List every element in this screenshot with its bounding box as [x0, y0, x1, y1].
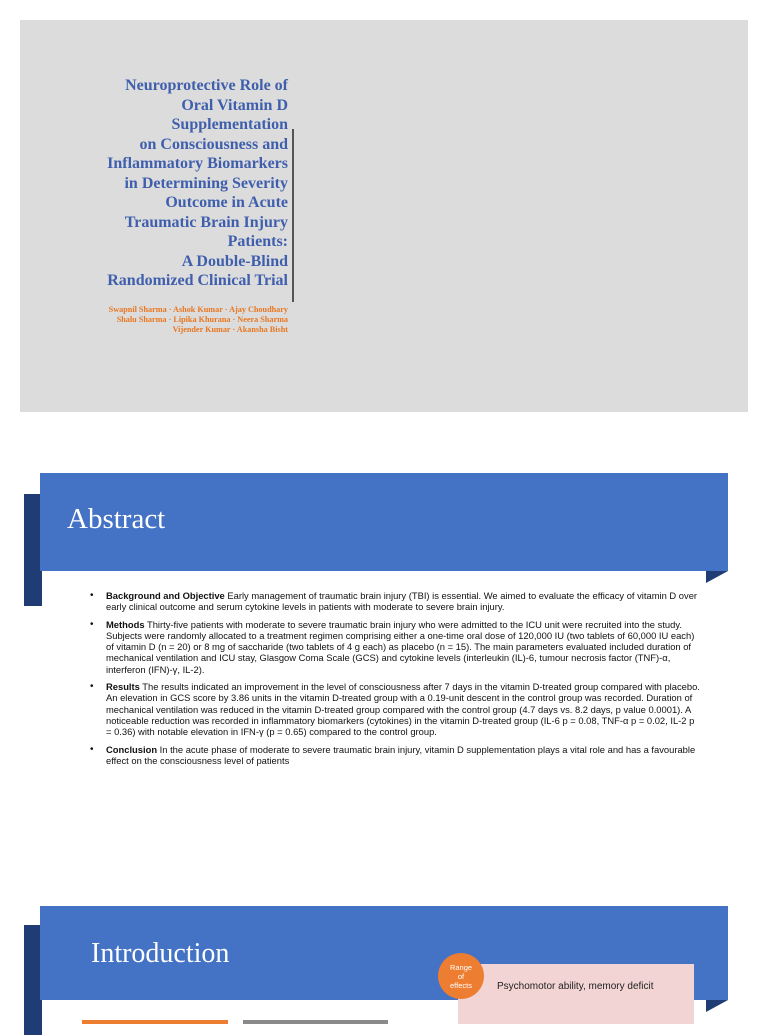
- title-line: Traumatic Brain Injury: [124, 213, 288, 231]
- abstract-heading: Abstract: [67, 503, 166, 535]
- bullet-text: Thirty-five patients with moderate to severe traumatic brain injury who were admitted to the ICU unit were recruited into the study. Subjects were randomly allocated to a treatment regimen comprising either a one-time oral dose of 120,000 IU (two tablets of 60,000 IU each) of vitamin D (n = 20) or 8 mg of saccharide (two tablets of 4 g each) as placebo (n = 15). The main parameters evaluated included duration of mechanical ventilation and ICU stay, Glasgow Coma Scale (GCS) and cytokine levels (interleukin (IL)-6, tumour necrosis factor (TNF)-α, interferon (IFN)-γ, IL-2).: [106, 618, 695, 675]
- author-line: Shalu Sharma · Lipika Khurana · Neera Sharma: [116, 314, 288, 324]
- title-line: Randomized Clinical Trial: [107, 272, 288, 289]
- bullet-label: Background and Objective: [106, 590, 225, 601]
- title-line: Oral Vitamin D: [181, 96, 288, 114]
- intro-ribbon-fold: [706, 1000, 728, 1012]
- bullet-text: The results indicated an improvement in the level of consciousness after 7 days in the vitamin D-treated group compared with placebo. An elevation in GCS score by 3.86 units in the vitamin D-treated group with a 0.19-unit descent in the control group was recorded. Duration of mechanical ventilation was reduced in the vitamin D-treated group compared with the control group (4.7 days vs. 8.2 days, p value 0.0001). A noticeable reduction was recorded in inflammatory biomarkers (cytokines) in the vitamin D-treated group (IL-6 p = 0.08, TNF-α p = 0.02, IL-2 p = 0.36) with notable elevation in IFN-γ (p = 0.65) compared to the control group.: [106, 681, 700, 738]
- abstract-bullet-results: [88, 681, 700, 737]
- abstract-banner: [40, 473, 728, 571]
- author-line: Swapnil Sharma · Ashok Kumar · Ajay Choudhary: [108, 304, 288, 314]
- effect-box-text: Psychomotor ability, memory deficit: [497, 981, 654, 992]
- abstract-bullet-methods: [88, 619, 700, 675]
- bullet-label: Methods: [106, 618, 145, 630]
- intro-heading: Introduction: [91, 938, 230, 969]
- title-line: in Determining Severity: [124, 174, 288, 192]
- author-line: Vijender Kumar · Akansha Bisht: [172, 324, 288, 334]
- badge-label: Range of effects: [449, 962, 473, 990]
- title-line: on Consciousness and: [139, 135, 288, 153]
- abstract-bullet-conclusion: [88, 744, 700, 767]
- bullet-text: Early management of traumatic brain injury (TBI) is essential. We aimed to evaluate the efficacy of vitamin D over early clinical outcome and serum cytokine levels in patients with moderate to severe brain injury.: [106, 590, 698, 613]
- gray-strip: [243, 1020, 388, 1024]
- title-divider: [292, 129, 294, 302]
- bullet-label: Results: [106, 681, 140, 693]
- effect-box: [458, 964, 694, 1024]
- paper-title: [60, 76, 288, 291]
- title-line: Outcome in Acute: [165, 194, 288, 211]
- bullet-label: Conclusion: [106, 743, 158, 755]
- orange-strip: [82, 1020, 228, 1024]
- title-line: Inflammatory Biomarkers: [107, 155, 288, 172]
- title-line: Supplementation: [171, 116, 288, 133]
- abstract-bullet-background: [88, 590, 700, 613]
- range-of-effects-badge: [438, 953, 484, 999]
- author-list: [60, 305, 288, 335]
- bullet-text: In the acute phase of moderate to severe traumatic brain injury, vitamin D supplementation plays a vital role and has a favourable effect on the consciousness level of patients: [106, 743, 696, 766]
- title-line: Patients:: [227, 233, 288, 250]
- title-line: A Double-Blind: [181, 252, 288, 270]
- abstract-body: [88, 590, 700, 772]
- title-slide: [20, 20, 748, 412]
- title-line: Neuroprotective Role of: [125, 77, 288, 94]
- title-block: [60, 76, 288, 335]
- abstract-ribbon-fold: [706, 571, 728, 583]
